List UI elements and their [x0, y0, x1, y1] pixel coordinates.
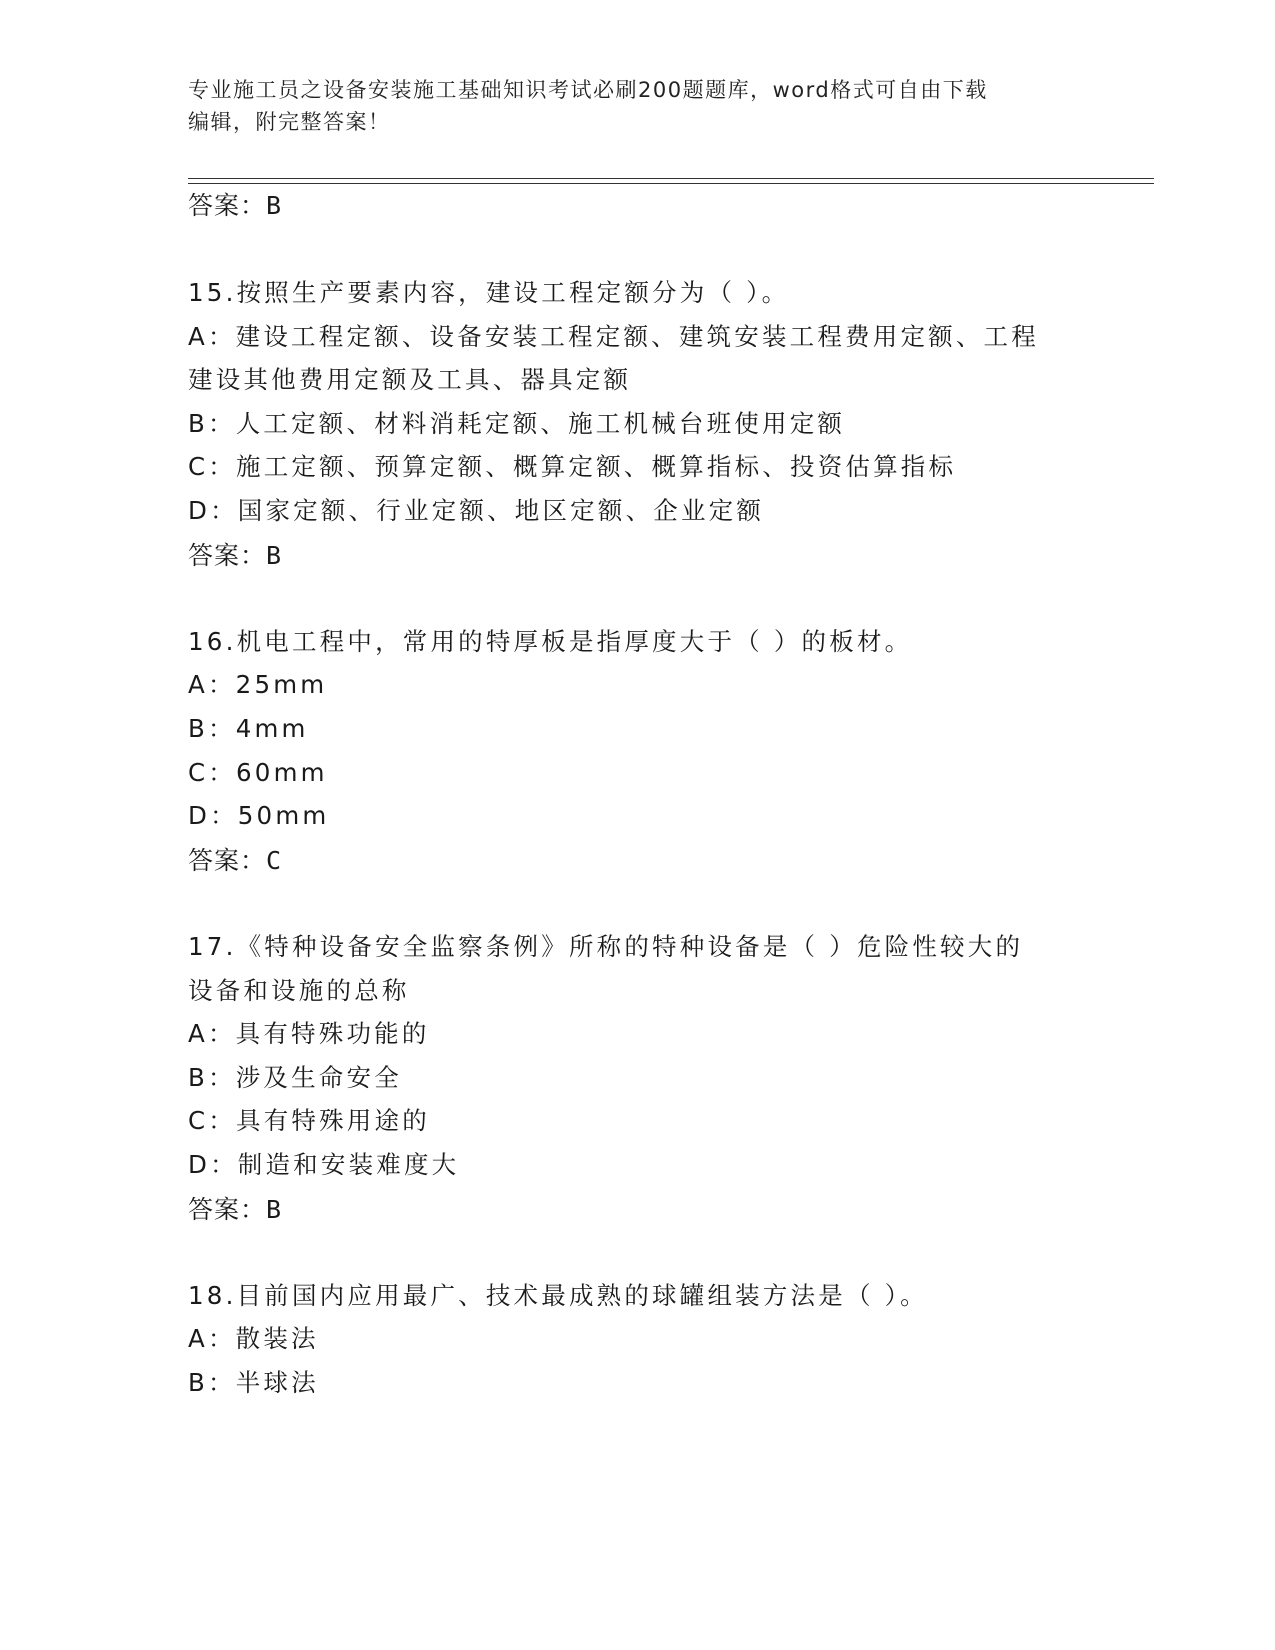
answer-line: [188, 1190, 282, 1226]
answer-line: [188, 536, 282, 572]
question-stem: 18.目前国内应用最广、技术最成熟的球罐组装方法是（ ）。: [188, 1280, 928, 1310]
answer-option: D：国家定额、行业定额、地区定额、企业定额: [188, 496, 765, 525]
answer-value: B: [266, 191, 283, 220]
question-stem: 17.《特种设备安全监察条例》所称的特种设备是（ ）危险性较大的: [188, 932, 1024, 961]
header-divider-bottom: [188, 183, 1154, 184]
answer-option: D：50mm: [188, 801, 330, 831]
answer-option: A：散装法: [188, 1324, 319, 1354]
answer-option: C：具有特殊用途的: [188, 1106, 430, 1136]
header-line-1: 专业施工员之设备安装施工基础知识考试必刷200题题库，word格式可自由下载: [188, 78, 988, 102]
document-header: [188, 74, 1068, 138]
answer-line: [188, 186, 282, 222]
answer-label: 答案：: [188, 845, 267, 875]
header-divider-top: [188, 178, 1154, 179]
answer-option: B：人工定额、材料消耗定额、施工机械台班使用定额: [188, 408, 846, 438]
answer-value: B: [266, 1194, 283, 1224]
answer-value: B: [266, 540, 283, 570]
question-stem: 15.按照生产要素内容，建设工程定额分为（ ）。: [188, 278, 790, 307]
answer-option: B：4mm: [188, 714, 309, 743]
question-stem: 设备和设施的总称: [188, 975, 410, 1005]
answer-option: A：25mm: [188, 670, 328, 700]
answer-label: 答案：: [188, 540, 267, 570]
answer-option: B：涉及生命安全: [188, 1062, 402, 1092]
answer-option: C：60mm: [188, 757, 328, 787]
header-line-2: 编辑，附完整答案！: [188, 110, 391, 134]
answer-option: A：具有特殊功能的: [188, 1019, 430, 1049]
answer-option: D：制造和安装难度大: [188, 1150, 460, 1179]
answer-label: 答案：: [188, 1194, 267, 1224]
answer-option: C：施工定额、预算定额、概算定额、概算指标、投资估算指标: [188, 452, 957, 482]
answer-line: [188, 841, 282, 877]
answer-option: 建设其他费用定额及工具、器具定额: [188, 365, 632, 395]
question-stem: 16.机电工程中，常用的特厚板是指厚度大于（ ）的板材。: [188, 626, 913, 656]
answer-option: B：半球法: [188, 1368, 319, 1397]
answer-option: A：建设工程定额、设备安装工程定额、建筑安装工程费用定额、工程: [188, 321, 1039, 351]
answer-value: C: [266, 845, 283, 875]
answer-label: 答案：: [188, 191, 267, 220]
